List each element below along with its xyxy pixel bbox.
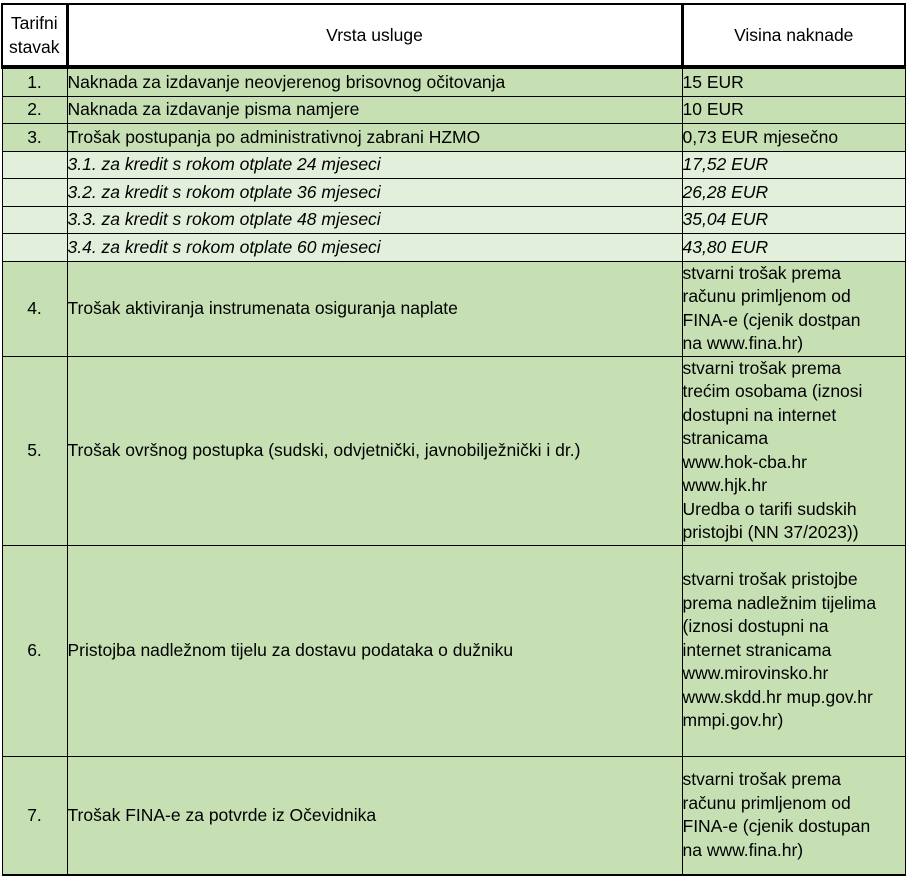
row-description: 3.4. za kredit s rokom otplate 60 mjeseci (67, 234, 682, 262)
row-number: 5. (2, 356, 67, 545)
row-description: Trošak aktiviranja instrumenata osiguranja naplate (67, 261, 682, 356)
fee-line: stvarni trošak prema (682, 357, 842, 378)
header-tarifni-stavak (2, 4, 67, 67)
fee-line: na www.fina.hr) (682, 333, 804, 353)
row-fee (682, 261, 905, 356)
row-fee (682, 151, 905, 179)
row-description: 3.3. za kredit s rokom otplate 48 mjeseci (67, 206, 682, 234)
tariff-table (1, 3, 906, 876)
fee-line: www.hjk.hr (682, 475, 768, 495)
table-row (2, 356, 905, 545)
header-stavak-line2: stavak (8, 37, 60, 57)
row-number: 4. (2, 261, 67, 356)
row-description: 3.2. za kredit s rokom otplate 36 mjeseci (67, 179, 682, 207)
row-number (2, 151, 67, 179)
row-fee (682, 124, 905, 152)
row-number: 7. (2, 756, 67, 875)
fee-line: mmpi.gov.hr) (682, 710, 784, 731)
table-header-row (2, 4, 905, 67)
table-subrow (2, 151, 905, 179)
fee-line: FINA-e (cjenik dostpan (682, 309, 861, 330)
header-vrsta-usluge: Vrsta usluge (67, 4, 682, 67)
fee-line: 43,80 EUR (682, 236, 769, 257)
fee-line: 35,04 EUR (682, 209, 769, 229)
table-row (2, 124, 905, 152)
table-row (2, 96, 905, 124)
row-fee (682, 206, 905, 234)
table-row (2, 545, 905, 756)
table-subrow (2, 206, 905, 234)
fee-line: internet stranicama (682, 639, 832, 660)
fee-line: (iznosi dostupni na (682, 616, 829, 637)
row-fee (682, 96, 905, 124)
fee-line: 15 EUR (682, 71, 744, 92)
row-description: Trošak FINA-e za potvrde iz Očevidnika (67, 756, 682, 875)
fee-line: FINA-e (cjenik dostupan (682, 816, 871, 836)
fee-line: stvarni trošak prema (682, 262, 842, 283)
fee-line: stvarni trošak prema (682, 769, 842, 789)
row-fee (682, 756, 905, 875)
fee-line: trećim osobama (iznosi (682, 381, 863, 401)
header-visina-naknade: Visina naknade (682, 4, 905, 67)
fee-line: 10 EUR (682, 99, 744, 119)
row-number: 3. (2, 124, 67, 152)
fee-line: 26,28 EUR (682, 181, 769, 202)
table-row (2, 261, 905, 356)
row-number (2, 179, 67, 207)
row-description: 3.1. za kredit s rokom otplate 24 mjeseci (67, 151, 682, 179)
fee-line: Uredba o tarifi sudskih (682, 498, 857, 519)
fee-line: www.skdd.hr mup.gov.hr (682, 686, 873, 707)
table-subrow (2, 234, 905, 262)
row-fee (682, 356, 905, 545)
fee-line: stvarni trošak pristojbe (682, 569, 858, 590)
row-description: Trošak ovršnog postupka (sudski, odvjetnički, javnobilježnički i dr.) (67, 356, 682, 545)
row-number: 6. (2, 545, 67, 756)
fee-line: prema nadležnim tijelima (682, 592, 877, 613)
fee-line: na www.fina.hr) (682, 839, 804, 860)
header-stavak-line1: Tarifni (10, 13, 58, 33)
row-fee (682, 234, 905, 262)
fee-line: računu primljenom od (682, 792, 851, 813)
row-description: Trošak postupanja po administrativnoj zabrani HZMO (67, 124, 682, 152)
row-number (2, 234, 67, 262)
fee-line: stranicama (682, 428, 769, 448)
fee-line: pristojbi (NN 37/2023)) (682, 522, 859, 542)
fee-line: 17,52 EUR (682, 154, 769, 174)
row-description: Pristojba nadležnom tijelu za dostavu podataka o dužniku (67, 545, 682, 756)
table-subrow (2, 179, 905, 207)
row-description: Naknada za izdavanje pisma namjere (67, 96, 682, 124)
fee-line: www.hok-cba.hr (682, 451, 807, 472)
row-fee (682, 545, 905, 756)
table-row (2, 756, 905, 875)
row-number (2, 206, 67, 234)
table-row (2, 67, 905, 96)
row-fee (682, 179, 905, 207)
fee-line: 0,73 EUR mjesečno (682, 126, 839, 147)
fee-line: računu primljenom od (682, 286, 851, 306)
row-number: 2. (2, 96, 67, 124)
fee-line: dostupni na internet (682, 404, 837, 425)
row-number: 1. (2, 67, 67, 96)
fee-line: www.mirovinsko.hr (682, 663, 829, 684)
row-fee (682, 67, 905, 96)
row-description: Naknada za izdavanje neovjerenog brisovnog očitovanja (67, 67, 682, 96)
